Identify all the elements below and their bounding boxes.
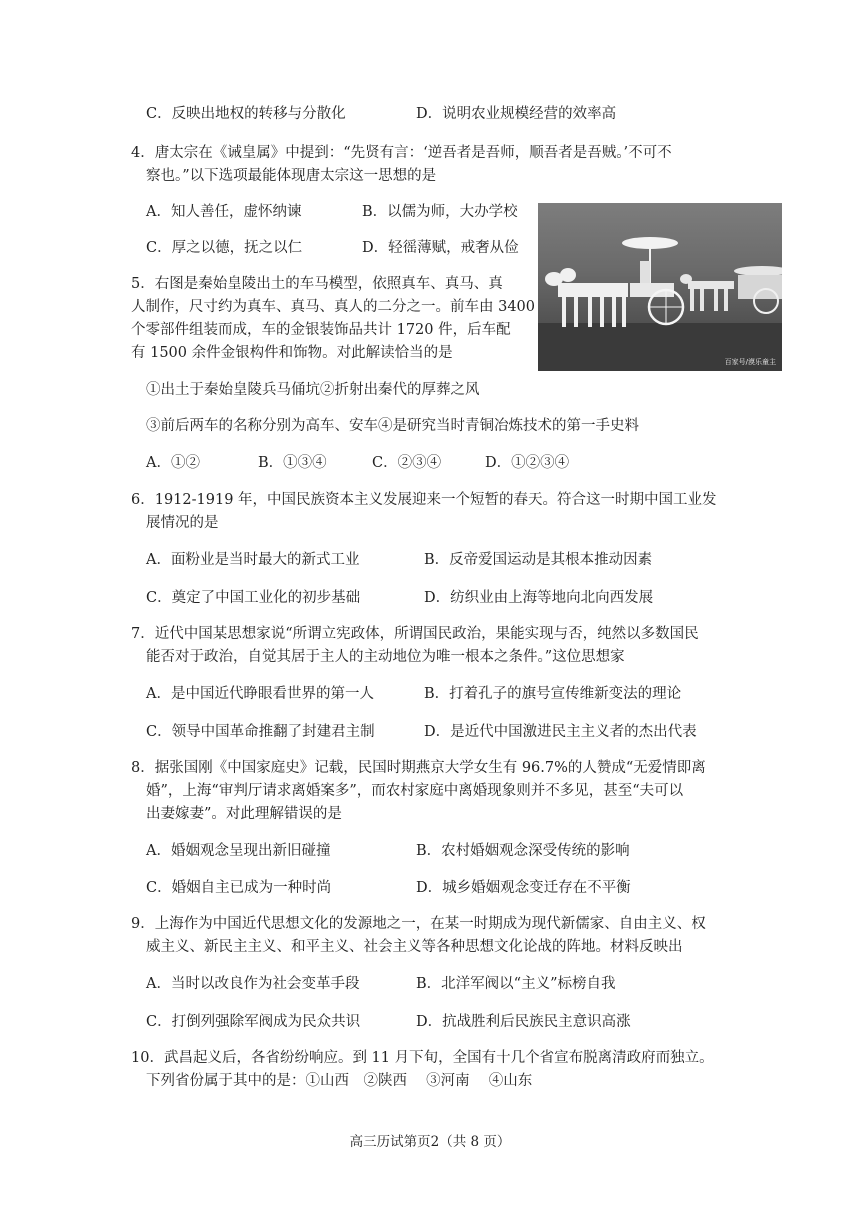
q8-option-d: D．城乡婚姻观念变迁存在不平衡	[416, 880, 631, 896]
q10-stem-line1: 10．武昌起义后，各省纷纷响应。到 11 月下旬，全国有十几个省宣布脱离清政府而独立。	[131, 1050, 714, 1066]
q3-option-c: C．反映出地权的转移与分散化	[146, 106, 346, 122]
q9-option-c: C．打倒列强除军阀成为民众共识	[146, 1014, 361, 1030]
q5-statement-1-2: ①出土于秦始皇陵兵马俑坑②折射出秦代的厚葬之风	[146, 382, 480, 398]
q9-option-b: B．北洋军阀以“主义”标榜自我	[416, 976, 616, 992]
q6-option-c: C．奠定了中国工业化的初步基础	[146, 590, 361, 606]
q4-option-b: B．以儒为师，大办学校	[362, 204, 518, 220]
q6-option-d: D．纺织业由上海等地向北向西发展	[424, 590, 654, 606]
q4-option-c: C．厚之以德，抚之以仁	[146, 240, 303, 256]
q5-statement-3-4: ③前后两车的名称分别为高车、安车④是研究当时青铜冶炼技术的第一手史料	[146, 418, 639, 434]
q5-option-c: C．②③④	[372, 455, 442, 471]
q8-stem-line3: 出妻嫁妻”。对此理解错误的是	[146, 806, 342, 822]
q5-stem-line4: 有 1500 余件金银构件和饰物。对此解读恰当的是	[131, 345, 453, 361]
q6-stem-line2: 展情况的是	[146, 515, 219, 531]
q5-stem-line1: 5．右图是秦始皇陵出土的车马模型，依照真车、真马、真	[131, 276, 503, 292]
q5-option-d: D．①②③④	[485, 455, 570, 471]
image-credit: 百家号/漠乐童主	[724, 358, 776, 366]
q9-option-a: A．当时以改良作为社会变革手段	[146, 976, 360, 992]
front-chariot	[622, 237, 683, 324]
q5-option-b: B．①③④	[258, 455, 327, 471]
q6-option-a: A．面粉业是当时最大的新式工业	[146, 552, 360, 568]
front-horses	[545, 268, 628, 327]
q7-option-b: B．打着孔子的旗号宣传维新变法的理论	[424, 686, 682, 702]
q5-stem-line3: 个零部件组装而成，车的金银装饰品共计 1720 件，后车配	[131, 322, 511, 338]
q9-stem-line2: 威主义、新民主主义、和平主义、社会主义等各种思想文化论战的阵地。材料反映出	[146, 939, 683, 955]
q8-stem-line1: 8．据张国刚《中国家庭史》记载，民国时期燕京大学女生有 96.7%的人赞成“无爱情即离	[131, 760, 706, 776]
q8-stem-line2: 婚”，上海“审判厅请求离婚案多”，而农村家庭中离婚现象则并不多见，甚至“夫可以	[146, 783, 684, 799]
q6-option-b: B．反帝爱国运动是其根本推动因素	[424, 552, 653, 568]
rear-chariot	[680, 266, 782, 313]
q7-option-c: C．领导中国革命推翻了封建君主制	[146, 724, 375, 740]
q9-option-d: D．抗战胜利后民族民主意识高涨	[416, 1014, 631, 1030]
page-footer: 高三历试第页2（共 8 页）	[349, 1134, 511, 1150]
chariot-photo	[538, 203, 782, 371]
q5-stem-line2: 人制作，尺寸约为真车、真马、真人的二分之一。前车由 3400	[131, 299, 536, 315]
q6-stem-line1: 6．1912-1919 年，中国民族资本主义发展迎来一个短暂的春天。符合这一时期中国工业发	[131, 492, 717, 508]
q7-stem-line2: 能否对于政治，自觉其居于主人的主动地位为唯一根本之条件。”这位思想家	[146, 649, 625, 665]
q8-option-c: C．婚姻自主已成为一种时尚	[146, 880, 332, 896]
q4-option-d: D．轻徭薄赋，戒奢从俭	[362, 240, 519, 256]
q3-option-d: D．说明农业规模经营的效率高	[416, 106, 617, 122]
q7-option-d: D．是近代中国激进民主主义者的杰出代表	[424, 724, 697, 740]
q9-stem-line1: 9．上海作为中国近代思想文化的发源地之一，在某一时期成为现代新儒家、自由主义、权	[131, 916, 706, 932]
q7-stem-line1: 7．近代中国某思想家说“所谓立宪政体，所谓国民政治，果能实现与否，纯然以多数国民	[131, 626, 699, 642]
q8-option-a: A．婚姻观念呈现出新旧碰撞	[146, 843, 331, 859]
q10-stem-line2: 下列省份属于其中的是：①山西 ②陕西 ③河南 ④山东	[146, 1073, 533, 1089]
chariot-illustration	[538, 203, 782, 371]
q4-stem-line2: 察也。”以下选项最能体现唐太宗这一思想的是	[146, 168, 437, 184]
q4-option-a: A．知人善任，虚怀纳谏	[146, 204, 302, 220]
q7-option-a: A．是中国近代睁眼看世界的第一人	[146, 686, 374, 702]
q4-stem-line1: 4．唐太宗在《诫皇属》中提到：“先贤有言：‘逆吾者是吾师，顺吾者是吾贼。’不可不	[131, 145, 672, 161]
q8-option-b: B．农村婚姻观念深受传统的影响	[416, 843, 630, 859]
q5-option-a: A．①②	[146, 455, 200, 471]
